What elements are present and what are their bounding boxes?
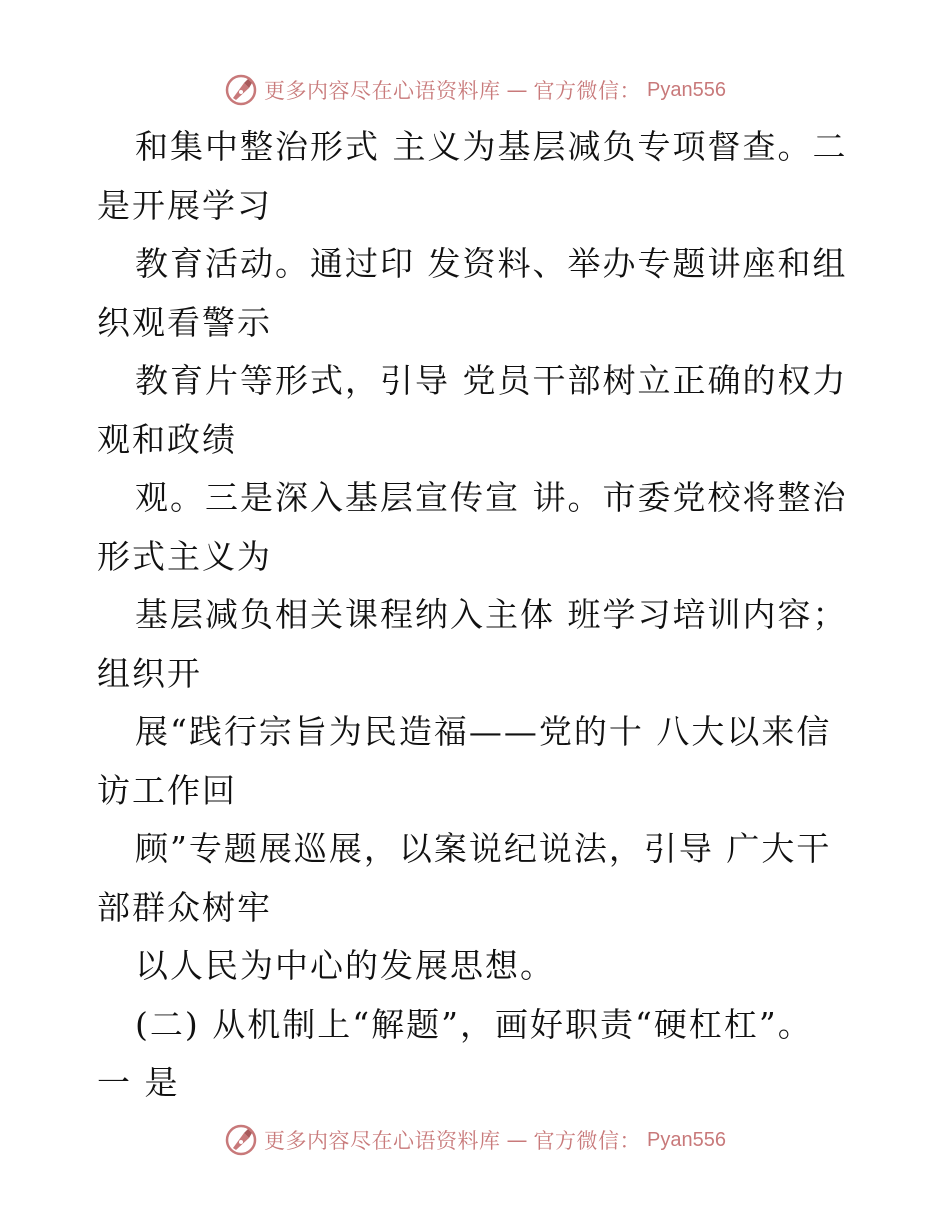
watermark-separator: — — [506, 78, 528, 102]
text-line: 观。三是深入基层宣传宣 讲。市委党校将整治 — [135, 478, 848, 517]
text-line: 教育片等形式，引导 党员干部树立正确的权力 — [135, 361, 848, 400]
watermark-handle: Pyan556 — [647, 1128, 726, 1151]
text-line: 和集中整治形式 主义为基层减负专项督查。二 — [135, 127, 848, 166]
watermark-handle: Pyan556 — [647, 78, 726, 101]
text-line: 是开展学习 — [97, 185, 272, 225]
watermark-official: 官方微信： — [533, 1129, 642, 1153]
text-line: 形式主义为 — [97, 536, 272, 576]
text-line: 展“践行宗旨为民造福——党的十 八大以来信 — [135, 712, 832, 751]
header-watermark — [0, 70, 950, 110]
text-line: 一 是 — [97, 1063, 180, 1102]
text-line: 织观看警示 — [97, 302, 272, 342]
watermark-separator: — — [506, 1128, 528, 1152]
text-line: 访工作回 — [97, 770, 237, 810]
text-line: (二) 从机制上“解题”，画好职责“硬杠杠”。 — [135, 1004, 813, 1044]
text-line: 顾”专题展巡展，以案说纪说法，引导 广大干 — [135, 829, 832, 868]
document-body — [97, 118, 848, 1113]
text-line: 教育活动。通过印 发资料、举办专题讲座和组 — [135, 244, 848, 283]
watermark-brand: 更多内容尽在心语资料库 — [264, 79, 501, 103]
text-line: 以人民为中心的发展思想。 — [135, 946, 555, 985]
text-line: 基层减负相关课程纳入主体 班学习培训内容； — [135, 595, 848, 634]
text-line: 组织开 — [97, 653, 202, 693]
footer-watermark — [0, 1120, 950, 1160]
watermark-brand: 更多内容尽在心语资料库 — [264, 1129, 501, 1153]
text-line: 部群众树牢 — [97, 887, 272, 927]
pen-nib-icon — [224, 73, 258, 107]
pen-nib-icon — [224, 1123, 258, 1157]
text-line: 观和政绩 — [97, 419, 237, 459]
watermark-official: 官方微信： — [533, 79, 642, 103]
